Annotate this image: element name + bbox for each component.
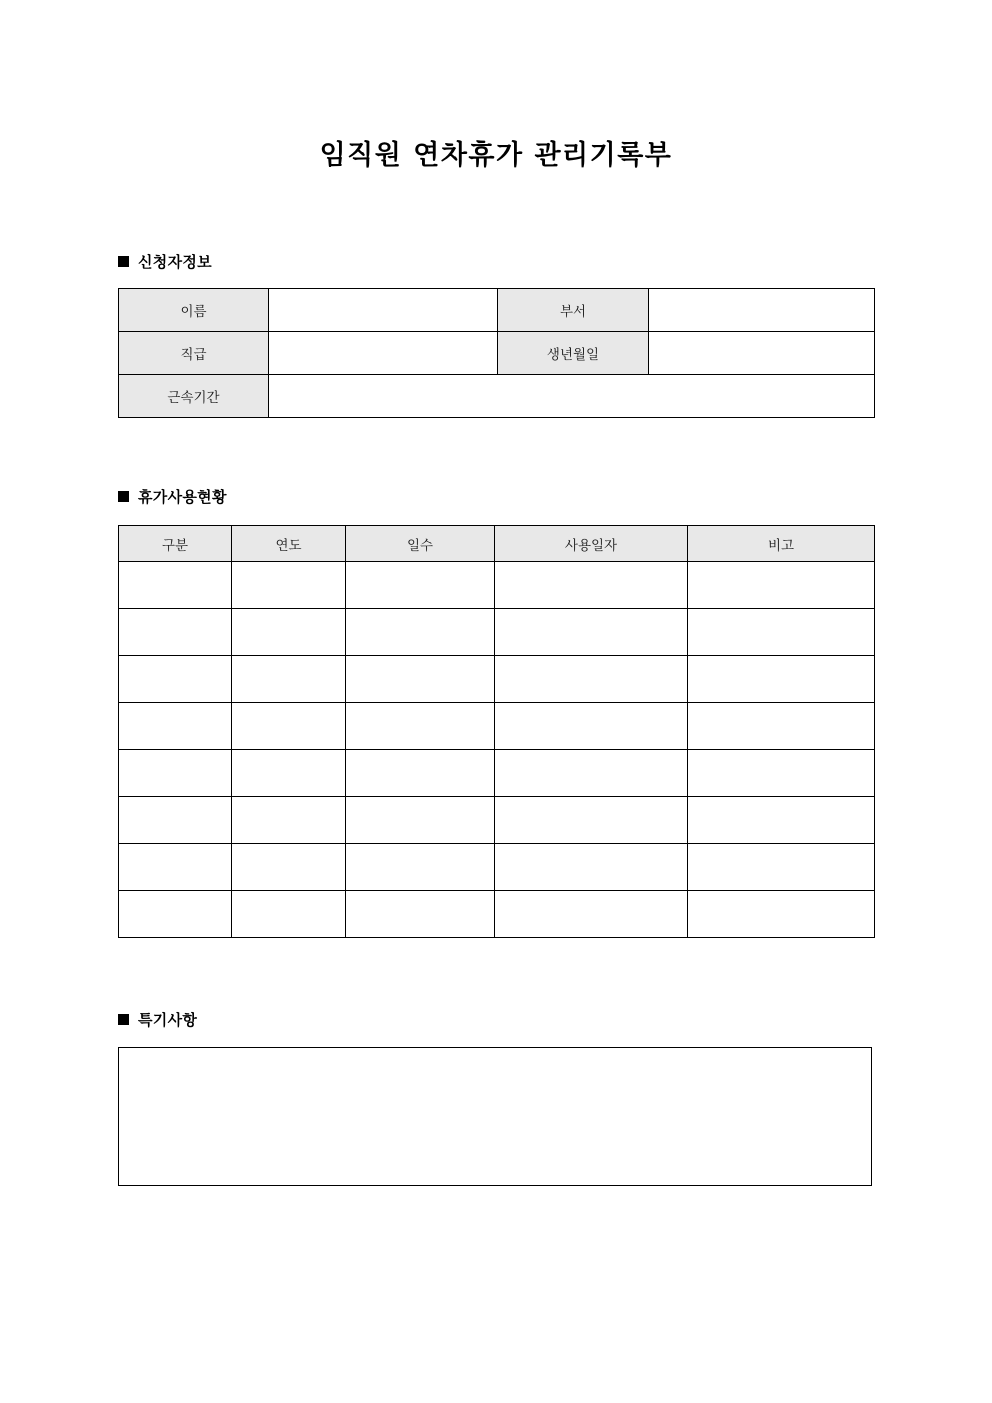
table-cell[interactable] [232,891,346,938]
field-label-department: 부서 [498,289,649,332]
column-header-category: 구분 [119,526,232,562]
table-cell[interactable] [119,891,232,938]
section-heading-leave-usage [118,486,227,507]
table-cell[interactable] [346,891,495,938]
table-cell[interactable] [119,797,232,844]
table-cell[interactable] [495,844,688,891]
table-row [119,656,875,703]
table-cell[interactable] [688,656,875,703]
section-heading-applicant-info [118,251,212,272]
table-row [119,703,875,750]
table-cell[interactable] [232,844,346,891]
field-label-name: 이름 [119,289,269,332]
filled-square-icon [118,256,129,267]
table-cell[interactable] [688,891,875,938]
table-cell[interactable] [688,750,875,797]
filled-square-icon [118,491,129,502]
field-value-name[interactable] [269,289,498,332]
table-cell[interactable] [346,656,495,703]
field-label-service-period: 근속기간 [119,375,269,418]
field-label-birthdate: 생년월일 [498,332,649,375]
table-cell[interactable] [346,750,495,797]
table-cell[interactable] [232,562,346,609]
table-cell[interactable] [495,797,688,844]
table-cell[interactable] [119,703,232,750]
table-cell[interactable] [495,703,688,750]
table-row [119,844,875,891]
table-row [119,750,875,797]
table-cell[interactable] [688,562,875,609]
table-row [119,891,875,938]
column-header-remarks: 비고 [688,526,875,562]
column-header-days: 일수 [346,526,495,562]
table-header-row [119,526,875,562]
field-value-service-period[interactable] [269,375,875,418]
table-row [119,797,875,844]
table-cell[interactable] [232,609,346,656]
table-cell[interactable] [119,844,232,891]
table-row [119,375,875,418]
table-cell[interactable] [232,703,346,750]
table-row [119,332,875,375]
table-cell[interactable] [119,609,232,656]
field-value-department[interactable] [649,289,875,332]
applicant-info-table [118,288,875,418]
table-cell[interactable] [688,703,875,750]
field-value-birthdate[interactable] [649,332,875,375]
table-cell[interactable] [495,609,688,656]
section-heading-special-notes [118,1009,197,1030]
table-cell[interactable] [346,703,495,750]
section-heading-label: 휴가사용현황 [138,488,227,506]
table-cell[interactable] [495,891,688,938]
table-row [119,562,875,609]
table-cell[interactable] [346,844,495,891]
table-row [119,609,875,656]
table-cell[interactable] [346,797,495,844]
field-label-position: 직급 [119,332,269,375]
table-cell[interactable] [688,609,875,656]
table-cell[interactable] [232,797,346,844]
leave-usage-table [118,525,875,938]
filled-square-icon [118,1014,129,1025]
table-cell[interactable] [346,562,495,609]
field-value-position[interactable] [269,332,498,375]
table-cell[interactable] [232,656,346,703]
table-cell[interactable] [688,797,875,844]
page-title: 임직원 연차휴가 관리기록부 [319,140,673,171]
table-row [119,289,875,332]
section-heading-label: 특기사항 [138,1011,198,1029]
column-header-use-date: 사용일자 [495,526,688,562]
column-header-year: 연도 [232,526,346,562]
leave-usage-rows [119,562,875,938]
table-cell[interactable] [232,750,346,797]
table-cell[interactable] [119,656,232,703]
table-cell[interactable] [495,562,688,609]
table-cell[interactable] [346,609,495,656]
table-cell[interactable] [119,750,232,797]
table-cell[interactable] [688,844,875,891]
section-heading-label: 신청자정보 [138,253,212,271]
table-cell[interactable] [119,562,232,609]
special-notes-textarea[interactable] [118,1047,872,1186]
table-cell[interactable] [495,750,688,797]
table-cell[interactable] [495,656,688,703]
